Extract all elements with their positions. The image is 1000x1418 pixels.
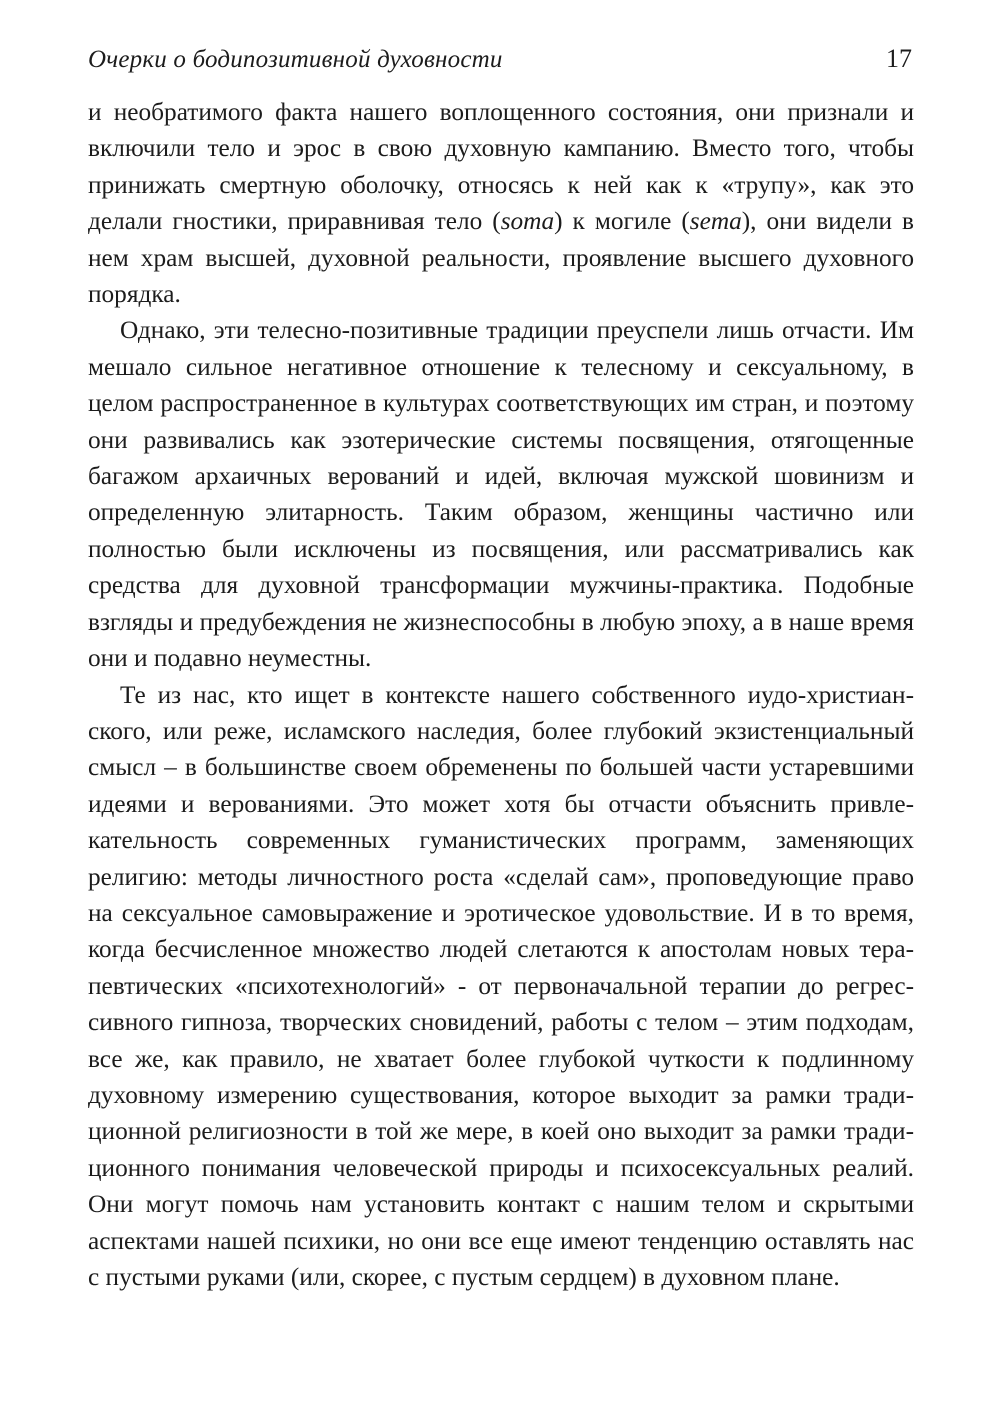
- term-sema: sema: [689, 207, 742, 236]
- page-number: 17: [886, 44, 912, 73]
- body-text: [88, 94, 914, 1295]
- paragraph-1-part-2: ) к могиле (: [554, 207, 690, 236]
- paragraph-1-part-1: и необратимого факта нашего воплощенного состояния, они признали и включили тело и эрос в свою духовную кампанию. Вместо того, чтобы принижать смертную оболочку, относясь к ней как к «трупу», как это делали гностики, приравнивая тело (: [88, 98, 914, 236]
- paragraph-1-part-3: ), они видели в нем храм высшей, духовной реальности, проявление высшего духовного порядка.: [88, 207, 914, 309]
- running-header: [88, 44, 912, 84]
- term-soma: soma: [500, 207, 555, 236]
- running-title: Очерки о бодипозитивной духовности: [88, 46, 503, 73]
- paragraph-3: Те из нас, кто ищет в контексте нашего собственного иудо-христианского, или реже, исламского наследия, более глубокий экзистенциальный смысл – в большинстве своем обременены по большей части устаревшими идеями и верованиями. Это может хотя бы отчасти объяснить привлекательность современных гуманистических программ, заменяющих религию: методы личностного роста «сделай сам», проповедующие право на сексуальное самовыражение и эротическое удовольствие. И в то время, когда бесчисленное множество людей слетаются к апостолам новых терапевтических «психотехнологий» - от первоначальной терапии до регрессивного гипноза, творческих сновидений, работы с телом – этим подходам, все же, как правило, не хватает более глубокой чуткости к подлинному духовному измерению существования, которое выходит за рамки традиционной религиозности в той же мере, в коей оно выходит за рамки традиционного понимания человеческой природы и психосексуальных реалий. Они могут помочь нам установить контакт с нашим телом и скрытыми аспектами нашей психики, но они все еще имеют тенденцию оставлять нас с пустыми руками (или, скорее, с пустым сердцем) в духовном плане.: [88, 680, 914, 1291]
- paragraph-2: Однако, эти телесно-позитивные традиции преуспели лишь отчасти. Им мешало сильное негативное отношение к телесному и сексуальному, в целом распространенное в культурах соответствующих им стран, и поэтому они развивались как эзотерические системы посвящения, отягощенные багажом архаичных верований и идей, включая мужской шовинизм и определенную элитарность. Таким образом, женщины частично или полностью были исключены из посвящения, или рассматривались как средства для духовной трансформации мужчины-практика. Подобные взгляды и предубеждения не жизнеспособны в любую эпоху, а в наше время они и подавно неуместны.: [88, 316, 914, 673]
- paragraph-1: [88, 94, 914, 312]
